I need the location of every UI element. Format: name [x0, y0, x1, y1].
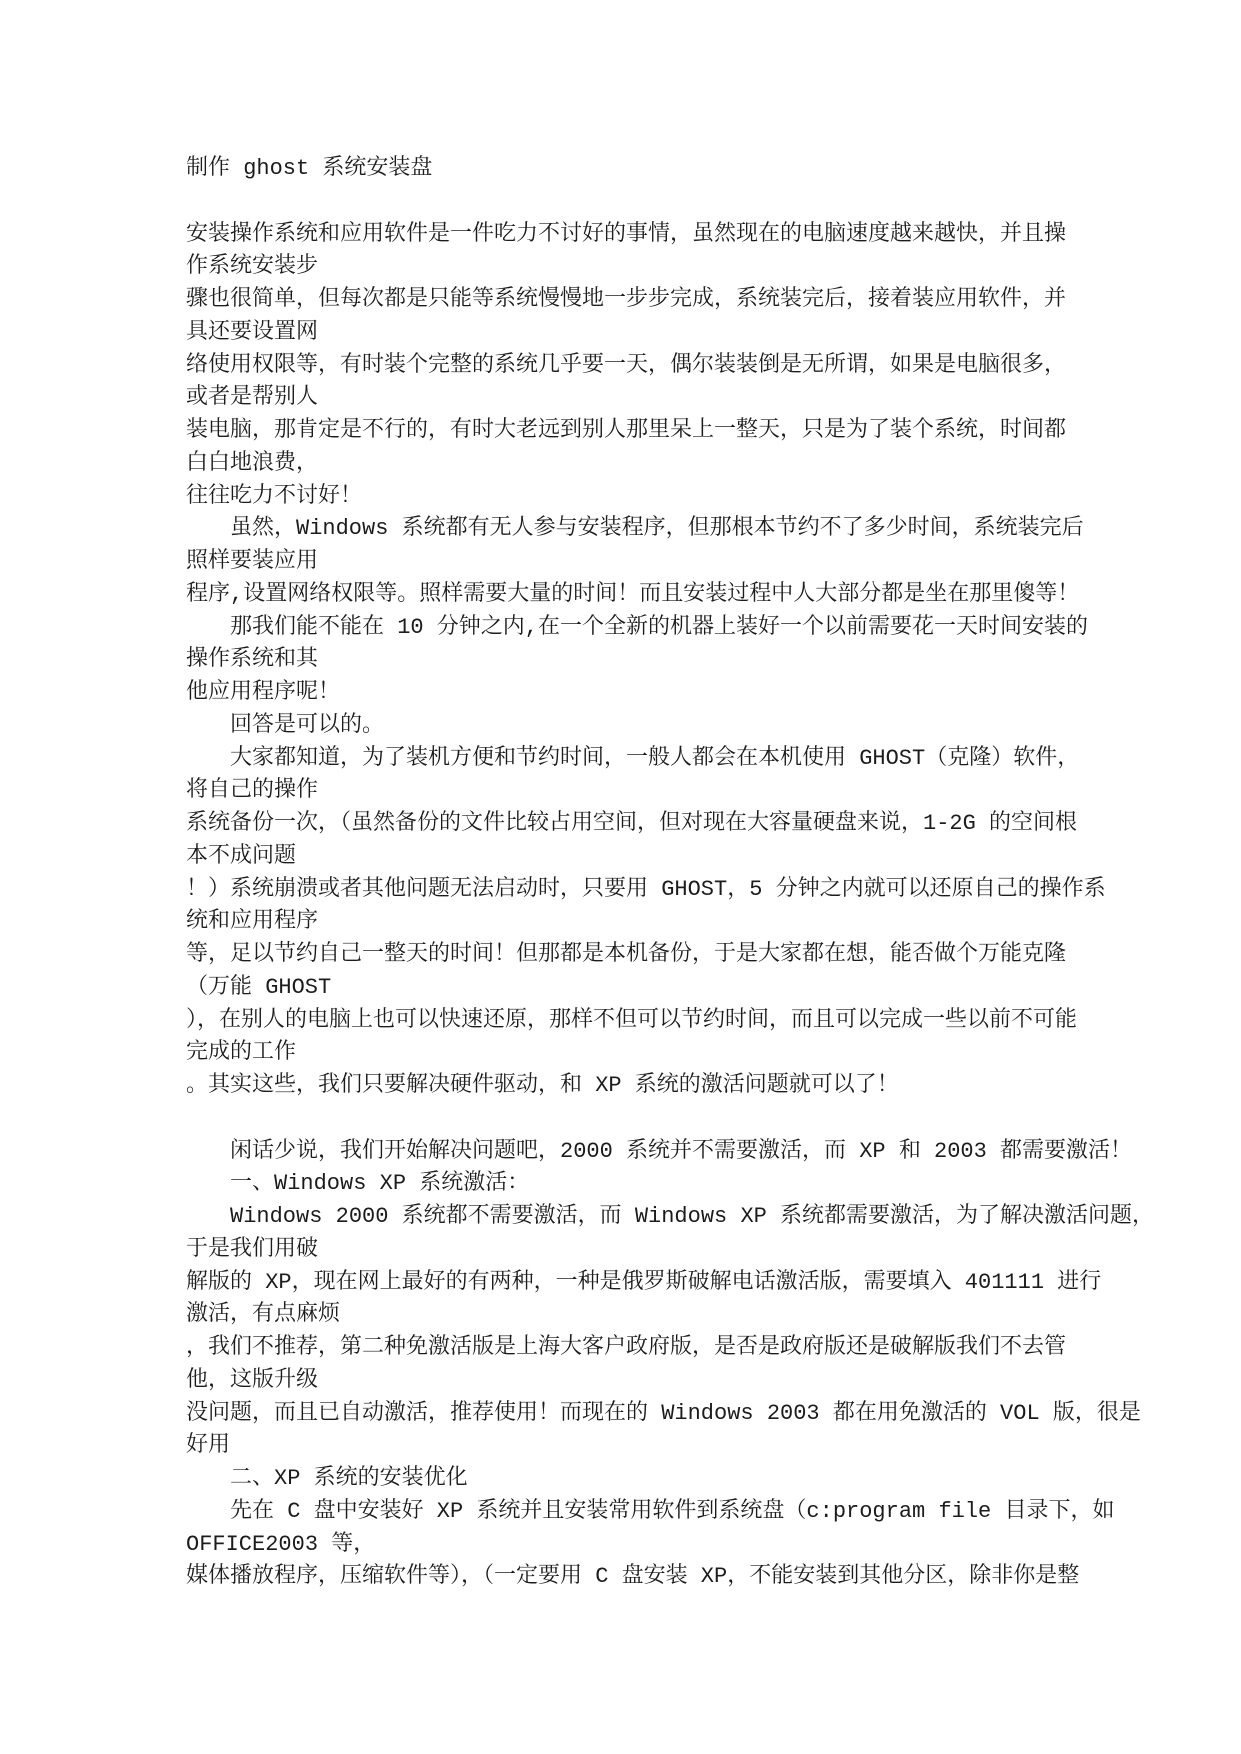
text-line: 安装操作系统和应用软件是一件吃力不讨好的事情，虽然现在的电脑速度越来越快，并且操 [186, 221, 1067, 247]
text-line: 激活，有点麻烦 [186, 1302, 341, 1328]
text-line: 具还要设置网 [186, 319, 319, 345]
text-line: 程序,设置网络权限等。照样需要大量的时间！而且安装过程中人大部分都是坐在那里傻等！ [186, 581, 1080, 607]
document-body [186, 153, 1154, 1594]
section-heading: 一、Windows XP 系统激活： [230, 1171, 530, 1197]
text-line: 他应用程序呢！ [186, 680, 341, 705]
text-line: ，我们不推荐，第二种免激活版是上海大客户政府版，是否是政府版还是破解版我们不去管 [186, 1335, 1067, 1360]
text-line: 将自己的操作 [186, 778, 319, 804]
text-line: 闲话少说，我们开始解决问题吧，2000 系统并不需要激活，而 XP 和 2003 都需要激活！ [230, 1138, 1133, 1164]
text-line: 系统备份一次，（虽然备份的文件比较占用空间，但对现在大容量硬盘来说，1-2G 的空间根 [186, 811, 1078, 836]
text-line: 他，这版升级 [186, 1367, 319, 1393]
text-line: 骤也很简单，但每次都是只能等系统慢慢地一步步完成，系统装完后，接着装应用软件，并 [186, 287, 1067, 312]
text-line: 虽然，Windows 系统都有无人参与安装程序，但那根本节约不了多少时间，系统装完后 [230, 516, 1084, 542]
text-line: 完成的工作 [186, 1040, 297, 1066]
text-line: 作系统安装步 [186, 254, 319, 280]
text-line: 先在 C 盘中安装好 XP 系统并且安装常用软件到系统盘（c:program file 目录下，如 [230, 1498, 1115, 1524]
text-line: 那我们能不能在 10 分钟之内,在一个全新的机器上装好一个以前需要花一天时间安装的 [230, 614, 1089, 640]
text-line: OFFICE2003 等， [186, 1531, 376, 1557]
section-heading: 二、XP 系统的安装优化 [230, 1466, 468, 1491]
text-line: 往往吃力不讨好！ [186, 483, 363, 509]
text-line: 照样要装应用 [186, 549, 319, 574]
text-line: 于是我们用破 [186, 1236, 319, 1262]
blank-line [186, 186, 1154, 219]
text-line: 装电脑，那肯定是不行的，有时大老远到别人那里呆上一整天，只是为了装个系统，时间都 [186, 418, 1067, 443]
text-line: 。其实这些，我们只要解决硬件驱动，和 XP 系统的激活问题就可以了！ [186, 1073, 899, 1098]
text-line: 白白地浪费， [186, 450, 319, 476]
text-line: 等，足以节约自己一整天的时间！但那都是本机备份，于是大家都在想，能否做个万能克隆 [186, 942, 1067, 967]
text-line: 解版的 XP，现在网上最好的有两种，一种是俄罗斯破解电话激活版，需要填入 401111 进行 [186, 1269, 1102, 1295]
text-line: ），在别人的电脑上也可以快速还原，那样不但可以节约时间，而且可以完成一些以前不可能 [186, 1007, 1078, 1033]
text-line: 操作系统和其 [186, 647, 319, 673]
text-line: 大家都知道，为了装机方便和节约时间，一般人都会在本机使用 GHOST（克隆）软件， [230, 745, 1080, 771]
blank-line [186, 1103, 1154, 1136]
text-line: ！）系统崩溃或者其他问题无法启动时，只要用 GHOST，5 分钟之内就可以还原自己的操作系 [186, 876, 1106, 902]
text-line: 媒体播放程序，压缩软件等），（一定要用 C 盘安装 XP，不能安装到其他分区，除非你是整 [186, 1564, 1080, 1590]
text-line: 回答是可以的。 [230, 712, 385, 738]
text-line: 没问题，而且已自动激活，推荐使用！而现在的 Windows 2003 都在用免激活的 VOL 版，很是 [186, 1400, 1141, 1426]
text-line: 好用 [186, 1433, 231, 1459]
text-line: （万能 GHOST [186, 974, 332, 1000]
text-line: 或者是帮别人 [186, 385, 319, 411]
text-line: 统和应用程序 [186, 909, 319, 935]
text-line: 本不成问题 [186, 843, 297, 869]
text-line: Windows 2000 系统都不需要激活，而 Windows XP 系统都需要激活，为了解决激活问题， [230, 1204, 1155, 1229]
text-line: 络使用权限等，有时装个完整的系统几乎要一天，偶尔装装倒是无所谓，如果是电脑很多， [186, 352, 1067, 378]
document-title: 制作 ghost 系统安装盘 [186, 156, 433, 181]
